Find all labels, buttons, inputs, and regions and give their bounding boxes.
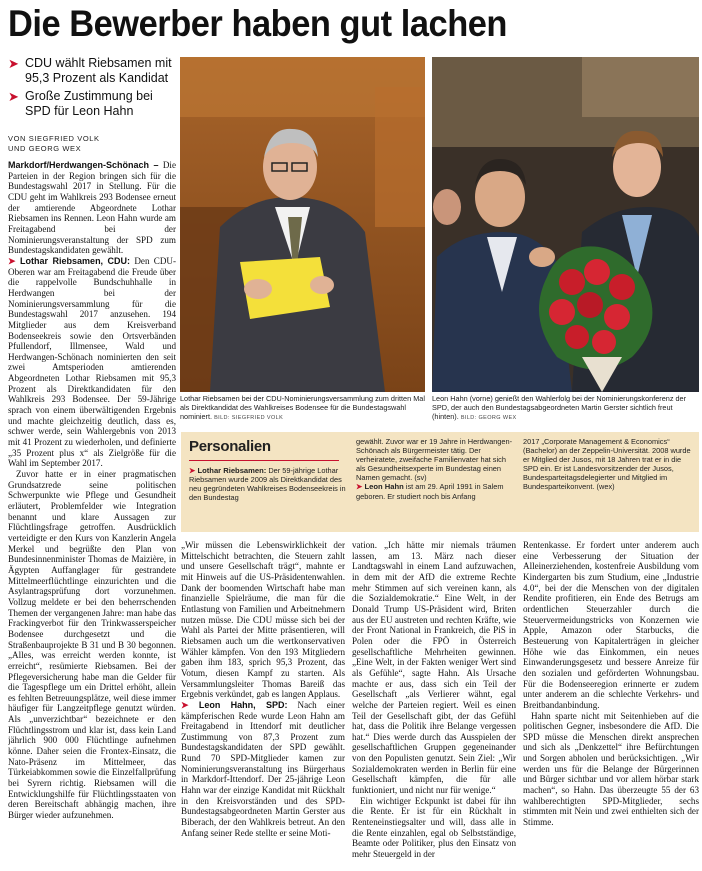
personalien-text: Der 59-jährige Lothar Riebsamen wurde 2009 als Direktkandidat des neu gegründeten Wahlkreises Bodenseekreis in den Bundestag — [189, 466, 346, 503]
summary-bullets — [8, 56, 176, 122]
paragraph: „Wir müssen die Lebenswirklichkeit der Mittelschicht betrachten, die Steuern zahlt und unsere Gesellschaft trägt“, mahnte er mit Hinweis auf die US-Präsidentenwahlen. Dank der boomenden Wirtschaft habe man finanzielle Spielräume, die man für die Entlastung von Familien und Arbeitnehmern nutzen müsse. Die CDU müsse sich bei der Wahl als Partei der Mitte präsentieren, will Riebsamen auch um die wertkonservativen Wähler kämpfen. Von den 193 Mitgliedern gaben ihm 183, sprich 95,3 Prozent, das Votum, diesen Kampf zu starten. Als Versammlungsleiter Thomas Bareiß das Ergebnis verkündet, gab es langen Applaus. — [181, 540, 345, 700]
article-column-1 — [8, 160, 176, 868]
paragraph: Den CDU-Oberen war am Freitagabend die Freude über die rappelvolle Bundschuhhalle in Herdwangen bei der Nominierungsversammlung für die Bundestagswahl 2017 anzusehen. 194 Mitglieder aus dem Kreisverband Bodenseekreis sowie den Ortsverbänden Pfullendorf, Illmensee, Wald und Herdwangen-Schönach nominierten den seit zwei Amtsperioden amtierenden Abgeordneten Lothar Riebsamen mit 95,3 Prozent als Direktkandidaten für den Wahlkreis 293 Bodensee. Der 59-Jährige sprach von einem überwältigenden Ergebnis und machte gleichzeitig deutlich, dass es, schwer werde, sein Wahlergebnis von 2013 mit 41 Prozent zu wiederholen, und definierte „35 Prozent plus x“ als Zielgröße für die Wahl im September 2017. — [8, 255, 176, 469]
photo-credit: BILD: SIEGFRIED VOLK — [214, 415, 284, 421]
photo-riebsamen-caption — [180, 394, 425, 423]
bullet-text: CDU wählt Riebsamen mit 95,3 Prozent als Kandidat — [25, 56, 172, 85]
caption-text: Leon Hahn (vorne) genießt den Wahlerfolg bei der Nominierungskonferenz der SPD, der auch den Bundestagsabgeordneten Martin Gerster sichtlich freut (hinten). — [432, 394, 687, 421]
subhead-text: Lothar Riebsamen, CDU: — [20, 255, 131, 266]
intro-text: Die Parteien in der Region bringen sich für die Bundestagswahl 2017 in Stellung. Für die CDU geht im Wahlkreis 293 Bodensee erneut der amtierende Abgeordnete Lothar Riebsamen ins Rennen. Leon Hahn wurde am Freitagabend bei der Nominierungsveranstaltung der SPD zum Bundestagskandidaten gewählt. — [8, 160, 176, 256]
personalien-subhead — [356, 482, 404, 491]
caption-text: Lothar Riebsamen bei der CDU-Nominierungsversammlung zum dritten Mal als Direktkandidat des Wahlkreises Bodensee für die Bundestagswahl nominiert. — [180, 394, 425, 421]
photo-hahn-caption — [432, 394, 699, 423]
personalien-column-1 — [189, 466, 347, 502]
personalien-column-3 — [523, 437, 691, 492]
subhead-text: Leon Hahn — [364, 482, 404, 492]
summary-bullet — [8, 56, 176, 86]
paragraph: Zuvor hatte er in einer pragmatischen Grundsatzrede seine politischen Schwerpunkte wie Pflege und Gesundheit erläutert, Problemfelder wie Integration benannt und klare Aussagen zur Flüchtlingsfrage getroffen. Ausdrücklich verteidigte er den Kurs von Kanzlerin Angela Merkel und begrüßte den Plan von Bundesinnenminister Thomas de Maizière, in Ägypten Auffanglager für gestrandete Mittelmeerflüchtlinge einzurichten und die Asylantragsprüfung dort vorzunehmen. Vollzug meldete er bei den beherrschenden Themen der vergangenen Jahre: man habe das Frackingverbot für den Trinkwasserspeicher Bodensee durchgesetzt und die Straßenbauprojekte B 31 und B 30 begonnen. „Alles, was erreicht werden konnte, ist erreicht“, resümierte Riebsamen. Bei der Pflegeversicherung habe man die Gelder für die Tagespflege um ein Drittel erhöht, allein es fehlten Betreuungsplätze, weil diese immer häufiger für Langzeitpflege genutzt würden. Als „unverzichtbar“ bezeichnete er den Flüchtlingsstrom und klar ist, dass kein Land jährlich 900 000 Flüchtlinge aufnehmen könne. Daher seien die Frontex-Einsatz, die Nato-Präsenz im Mittelmeer, das Türkeiabkommen sowie die Einzelfallprüfung bei Syrern richtig. Riebsamen will die Entwicklungshilfe für Flüchtlingsstaaten von deren Bereitschaft abhängig machen, ihre Bürger wieder aufzunehmen. — [8, 469, 176, 821]
dateline: Markdorf/Herdwangen-Schönach – — [8, 160, 159, 170]
red-arrow-icon: ➤ — [181, 699, 189, 710]
article-column-2 — [181, 540, 345, 868]
red-arrow-icon: ➤ — [8, 255, 16, 266]
paragraph: Nach einer kämpferischen Rede wurde Leon Hahn am Freitagabend in Ittendorf mit deutlicher Zustimmung von 87,3 Prozent zum Bundestagskandidaten der SPD gewählt. Rund 70 SPD-Mitglieder kamen zur Nominierungsveranstaltung ins Bürgerhaus in Markdorf-Ittendorf. Der 25-jährige Leon Hahn war der einzige Kandidat mit Rückhalt in den Kreisvorständen und des SPD-Bundestagsabgeordneten Martin Gerster aus Biberach, der den Wahlkreis betreut. An den Anfang seiner Rede stellte er seine Moti- — [181, 699, 345, 838]
paragraph: Hahn sparte nicht mit Seitenhieben auf die politischen Gegner, insbesondere die AfD. Die SPD müsse die Menschen direkt ansprechen und sich als „Denkzettel“ ihre Befürchtungen und Sorgen abholen und berücksichtigen. „Wir werden uns für die Belange der Bürgerinnen und Bürger sichtbar und vor allem hörbar stark machen“, so Hahn. Das überzeugte 55 der 63 wahlberechtigten SPD-Mitglieder, sechs stimmten mit Nein und zwei enthielten sich der Stimme. — [523, 710, 699, 828]
photo-riebsamen-illustration — [180, 57, 425, 392]
red-arrow-icon: ➤ — [8, 56, 19, 71]
photo-riebsamen — [180, 57, 425, 392]
personalien-text: ist am 29. April 1991 in Salem geboren. Er studiert noch bis Anfang — [356, 482, 504, 501]
paragraph: vation. „Ich hätte mir niemals träumen lassen, am 13. März nach dieser Landtagswahl in einem Land aufzuwachen, in dem mit der AfD die extreme Rechte mehr Stimmen auf sich vereinen kann, als die Sozialdemokratie.“ Eine Welt, in der Donald Trump US-Präsident wird, Briten aus der EU austreten und rechten Kräfte, wie der Front National in Frankreich, die PiS in Polen oder die FPÖ in Österreich gesellschaftliche Mehrheiten gewinnen. „Eine Welt, in der Fakten weniger Wert sind als Gefühle“, sagte Hahn. Als Ursache machte er aus, dass sich ein Teil der Gesellschaft „als Verlierer wähnt, egal welche der Parteien regiert. Weil es einen Teil der Gesellschaft gibt, der das Gefühl hat, dass die Politik ihre Belange vergessen hat.“ Dies werde durch das Ausspielen der gesellschaftlichen Gruppen gegeneinander von den Populisten genutzt. Sein Ziel: „Wir Sozialdemokraten werden in Berlin für eine Gesellschaft kämpfen, die für alle funktioniert, und nicht nur für wenige.“ — [352, 540, 516, 796]
byline-line: VON SIEGFRIED VOLK — [8, 134, 100, 143]
red-arrow-icon: ➤ — [356, 482, 363, 492]
paragraph: Rentenkasse. Er fordert unter anderem auch eine Verbesserung der Situation der Alleinerziehenden, kostenfreie Ausbildung vom Kindergarten bis zum Studium, eine „Industrie 4.0“, bei der die Menschen von der digitalen Rendite profitieren, ein Ende des Betrugs am ordentlichen Steuerzahler durch die Steuervermeidungstricks von Konzernen wie Apple, Amazon oder Starbucks, die Besteuerung von Kapitalerträgen in gleicher Höhe wie das Einkommen, ein neues Einwanderungsgesetz und bessere Anreize für den sozialen und geförderten Wohnungsbau. Für die Bodenseeregion erinnerte er zudem unter anderem an die schlechte Verkehrs- und Breitbandanbindung. — [523, 540, 699, 710]
subhead-text: Leon Hahn, SPD: — [198, 699, 288, 710]
subhead-hahn — [181, 700, 287, 710]
personalien-title: Personalien — [189, 438, 271, 455]
byline — [8, 134, 176, 154]
red-arrow-icon: ➤ — [8, 89, 19, 104]
red-arrow-icon: ➤ — [189, 466, 196, 475]
article-column-3 — [352, 540, 516, 868]
subhead-text: Lothar Riebsamen: — [197, 466, 267, 475]
personalien-column-2 — [356, 437, 514, 501]
photo-hahn — [432, 57, 699, 392]
personalien-text: 2017 „Corporate Management & Economics“ (Bachelor) an der Zeppelin-Universität. 2008 wurde er Mitglied der Jusos, mit 18 Jahren trat er in die SPD ein. Er ist Landesvorsitzender der Jusos, Bundesparteitagsdelegierter und Mitglied im Bundesparteikonvent. (wex) — [523, 437, 691, 492]
byline-line: UND GEORG WEX — [8, 144, 82, 153]
personalien-text: gewählt. Zuvor war er 19 Jahre in Herdwangen-Schönach als Bürgermeister tätig. Der verheiratete, zweifache Familienvater hat sich als Gesundheitsexperte im Bundestag einen Namen gemacht. (sv) — [356, 437, 513, 483]
article-column-4 — [523, 540, 699, 868]
photo-hahn-illustration — [432, 57, 699, 392]
title-underline — [189, 460, 339, 461]
paragraph: Ein wichtiger Eckpunkt ist dabei für ihn die Rente. Er ist für ein Rückhalt in Renteneinstiegsalter und will, dass alle in die Rente einzahlen, egal ob Selbstständige, Beamte oder Politiker, plus den Einsatz von mehr Steuergeld in der — [352, 795, 516, 860]
subhead-riebsamen — [8, 256, 130, 266]
bullet-text: Große Zustimmung bei SPD für Leon Hahn — [25, 89, 153, 118]
personalien-subhead — [189, 466, 266, 475]
photo-credit: BILD: GEORG WEX — [460, 415, 517, 421]
summary-bullet — [8, 89, 176, 119]
personalien-box — [181, 432, 699, 532]
headline: Die Bewerber haben gut lachen — [8, 3, 507, 44]
